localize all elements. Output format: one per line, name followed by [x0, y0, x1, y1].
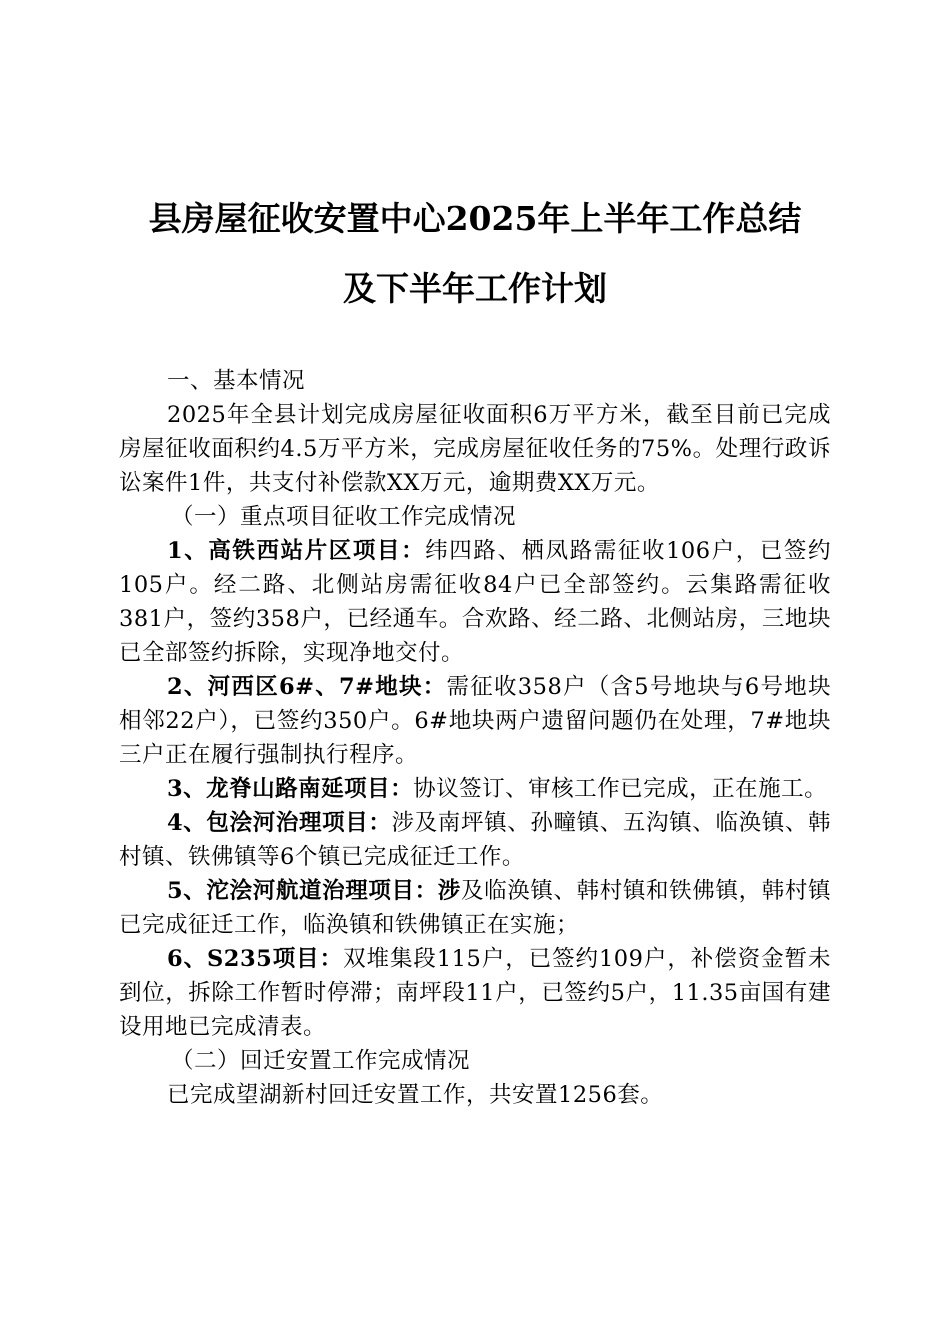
project-item-4-label: 4、包浍河治理项目： [167, 810, 392, 836]
document-title-line-2: 及下半年工作计划 [343, 269, 607, 308]
subsection-heading-key-projects: （一）重点项目征收工作完成情况 [171, 504, 517, 530]
paragraph-basic-situation: 2025年全县计划完成房屋征收面积6万平方米，截至目前已完成房屋征收面积约4.5万平方米，完成房屋征收任务的75%。处理行政诉讼案件1件，共支付补偿款XX万元，逾期费XX万元。 [119, 402, 831, 496]
project-item-2 [119, 670, 831, 772]
project-item-6-label: 6、S235项目： [167, 946, 344, 972]
document-title-line-1: 县房屋征收安置中心2025年上半年工作总结 [148, 199, 802, 238]
project-item-4-text: 涉及南坪镇、孙疃镇、五沟镇、临涣镇、韩村镇、铁佛镇等6个镇已完成征迁工作。 [119, 810, 831, 870]
project-item-1-label: 1、高铁西站片区项目： [167, 538, 426, 564]
section-heading-basic: 一、基本情况 [167, 368, 306, 394]
project-item-6-text: 双堆集段115户，已签约109户，补偿资金暂未到位，拆除工作暂时停滞；南坪段11户，已签约5户，11.35亩国有建设用地已完成清表。 [119, 946, 831, 1040]
project-item-2-text: 需征收358户（含5号地块与6号地块相邻22户），已签约350户。6#地块两户遗留问题仍在处理，7#地块三户正在履行强制执行程序。 [119, 674, 831, 768]
project-item-5-text: 及临涣镇、韩村镇和铁佛镇，韩村镇已完成征迁工作，临涣镇和铁佛镇正在实施； [119, 878, 831, 938]
project-item-3-label: 3、龙脊山路南延项目： [167, 776, 414, 802]
project-item-6 [119, 942, 831, 1044]
project-item-4 [119, 806, 831, 874]
paragraph-resettlement: 已完成望湖新村回迁安置工作，共安置1256套。 [167, 1082, 664, 1108]
document-body [119, 364, 831, 1112]
subsection-heading-resettlement: （二）回迁安置工作完成情况 [171, 1048, 471, 1074]
project-item-1 [119, 534, 831, 670]
project-item-3-text: 协议签订、审核工作已完成，正在施工。 [413, 776, 828, 802]
project-item-5-label: 5、沱浍河航道治理项目：涉 [167, 878, 461, 904]
project-item-5 [119, 874, 831, 942]
project-item-1-text: 纬四路、栖凤路需征收106户，已签约105户。经二路、北侧站房需征收84户已全部签约。云集路需征收381户，签约358户，已经通车。合欢路、经二路、北侧站房，三地块已全部签约拆除，实现净地交付。 [119, 538, 831, 666]
project-item-2-label: 2、河西区6#、7#地块： [167, 674, 447, 700]
project-item-3 [119, 772, 831, 806]
